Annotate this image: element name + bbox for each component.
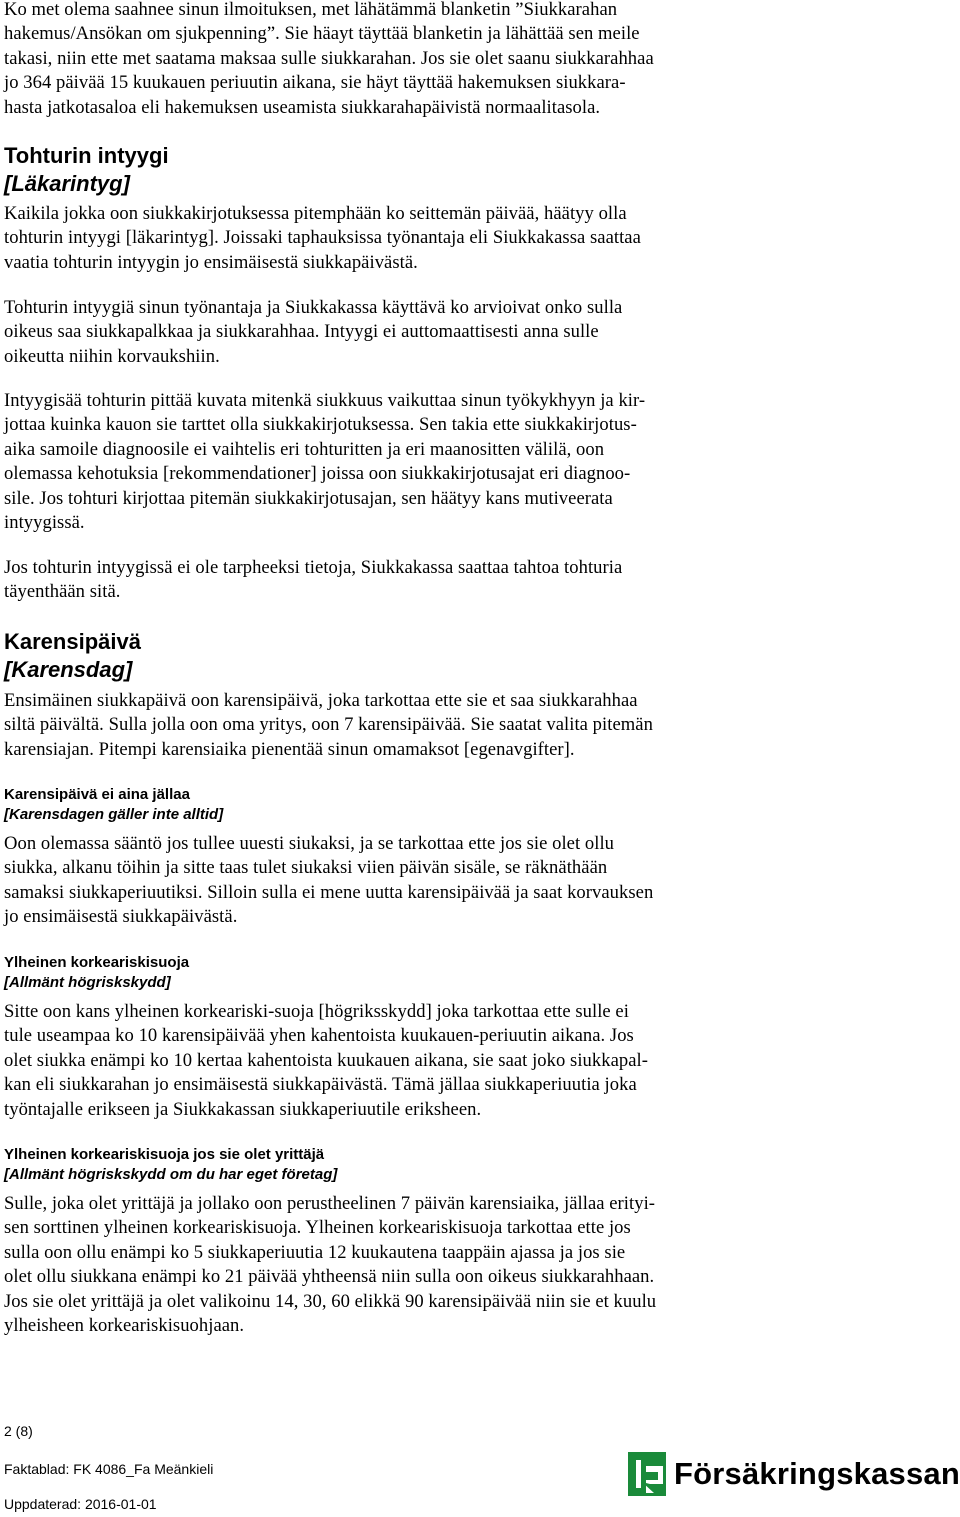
text-line: siltä päivältä. Sulla jolla oon oma yritys, oon 7 karensipäivää. Sie saatat valita pitemän	[4, 714, 653, 736]
paragraph	[4, 202, 641, 275]
text-line: Kaikila jokka oon siukkakirjotuksessa pitemphään ko seittemän päivää, häätyy olla	[4, 203, 627, 224]
text-line: Oon olemassa sääntö jos tullee uuesti siukaksi, ja se tarkottaa ette jos sie olet ollu	[4, 833, 615, 854]
text-line: ylheisheen korkeariskisuohjaan.	[4, 1315, 245, 1337]
text-line: työntajalle erikseen ja Siukkakassan siukkaperiuutile eriksheen.	[4, 1098, 482, 1120]
text-line: Sitte oon kans ylheinen korkeariski-suoja [högriksskydd] joka tarkottaa ette sulle ei	[4, 1001, 629, 1022]
text-line: Ko met olema saahnee sinun ilmoituksen, met lähätämmä blanketin ”Siukkarahan	[4, 0, 618, 20]
subsection-heading-ylheinen-yrittaja-sv: [Allmänt högriskskydd om du har eget företag]	[4, 1166, 338, 1183]
text-line: sen sorttinen ylheinen korkeariskisuoja. Ylheinen korkeariskisuoja tarkottaa ette jos	[4, 1217, 631, 1239]
text-line: olet ollu siukkana enämpi ko 21 päivää yhtheensä niin sulla oon oikeus siukkarahhaan.	[4, 1266, 655, 1288]
updated-date: Uppdaterad: 2016-01-01	[4, 1496, 157, 1512]
text-line: Ensimäinen siukkapäivä oon karensipäivä, joka tarkottaa ette sie et saa siukkarahhaa	[4, 690, 638, 711]
text-line: Intyygisää tohturin pittää kuvata mitenkä siukkuus vaikuttaa sinun työkykhyyn ja kir-	[4, 390, 646, 411]
text-line: olemassa kehotuksia [rekommendationer] joissa oon siukkakirjotusajat eri diagnoo-	[4, 463, 631, 485]
faktablad-label: Faktablad: FK 4086_Fa Meänkieli	[4, 1461, 214, 1477]
paragraph	[4, 1192, 656, 1338]
text-line: oikeutta niihin korvaukshiin.	[4, 345, 220, 367]
paragraph	[4, 556, 622, 605]
intro-paragraph	[4, 0, 654, 120]
text-line: täyenthään sitä.	[4, 581, 121, 603]
section-heading-tohturin-sv: [Läkarintyg]	[4, 171, 130, 196]
text-line: sile. Jos tohturi kirjottaa pitemän siukkakirjotusajan, sen häätyy kans mutiveerata	[4, 487, 613, 509]
page-number: 2 (8)	[4, 1423, 33, 1439]
text-line: kan eli siukkarahan jo ensimäisestä siukkapäivästä. Tämä jällaa siukkaperiuutia joka	[4, 1074, 637, 1096]
text-line: vaatia tohturin intyygin jo ensimäisestä siukkapäivästä.	[4, 251, 418, 273]
text-line: takasi, niin ette met saatama maksaa sulle siukkarahan. Jos sie olet saanu siukkarahhaa	[4, 47, 654, 69]
paragraph	[4, 1000, 648, 1122]
subsection-heading-karensi-ei: Karensipäivä ei aina jällaa	[4, 786, 190, 803]
text-line: Jos tohturin intyygissä ei ole tarpheeksi tietoja, Siukkakassa saattaa tahtoa tohturia	[4, 557, 623, 578]
text-line: siukka, alkanu töihin ja sitte taas tulet siukaksi viien päivän sisäle, se räknäthään	[4, 857, 608, 879]
text-line: aika samoile diagnoosile ei vaihtelis eri tohturitten ja eri maanositten välilä, oon	[4, 438, 605, 460]
forsakringskassan-logo	[628, 1452, 958, 1500]
text-line: jo 364 päivää 15 kuukauen periuutin aikana, sie häyt täyttää hakemuksen siukkara-	[4, 72, 626, 94]
text-line: oikeus saa siukkapalkkaa ja siukkarahhaa. Intyygi ei auttomaattisesti anna sulle	[4, 321, 599, 343]
paragraph	[4, 389, 645, 535]
section-heading-karensi-sv: [Karensdag]	[4, 657, 133, 682]
text-line: Tohturin intyygiä sinun työnantaja ja Siukkakassa käyttävä ko arvioivat onko sulla	[4, 297, 623, 318]
paragraph	[4, 689, 653, 762]
text-line: hakemus/Ansökan om sjukpenning”. Sie häayt täyttää blanketin ja lähättää sen meile	[4, 23, 640, 45]
text-line: olet siukka enämpi ko 10 kertaa kahentoista kuukauen aikana, sie saat joko siukkapal-	[4, 1049, 648, 1071]
section-heading-karensi: Karensipäivä	[4, 629, 141, 654]
subsection-heading-ylheinen-yrittaja: Ylheinen korkeariskisuoja jos sie olet yrittäjä	[4, 1146, 325, 1163]
subsection-heading-ylheinen-sv: [Allmänt högriskskydd]	[4, 974, 171, 991]
text-line: tule useampaa ko 10 karensipäivää yhen kahentoista kuukauen-periuutin aikana. Jos	[4, 1025, 634, 1047]
logo-wordmark: Försäkringskassan	[674, 1456, 960, 1491]
text-line: sulla oon ollu enämpi ko 5 siukkaperiuutia 12 kuukautena taappäin ajassa ja jos sie	[4, 1241, 626, 1263]
paragraph	[4, 832, 653, 930]
text-line: intyygissä.	[4, 512, 85, 534]
section-heading-tohturin: Tohturin intyygi	[4, 143, 169, 168]
text-line: Jos sie olet yrittäjä ja olet valikoinu 14, 30, 60 elikkä 90 karensipäivää niin sie et kuulu	[4, 1290, 657, 1312]
forsakringskassan-logo-icon	[628, 1452, 666, 1496]
text-line: samaksi siukkaperiuutiksi. Silloin sulla ei mene uutta karensipäivää ja saat korvauksen	[4, 881, 654, 903]
text-line: jo ensimäisestä siukkapäivästä.	[4, 906, 238, 928]
subsection-heading-ylheinen: Ylheinen korkeariskisuoja	[4, 954, 190, 971]
subsection-heading-karensi-ei-sv: [Karensdagen gäller inte alltid]	[4, 806, 224, 823]
text-line: karensiajan. Pitempi karensiaika pienentää sinun omamaksot [egenavgifter].	[4, 738, 575, 760]
paragraph	[4, 296, 622, 369]
text-line: jottaa kuinka kauon sie tarttet olla siukkakirjotuksessa. Sen takia ette siukkakirjotus-	[4, 414, 637, 436]
text-line: hasta jatkotasaloa eli hakemuksen useamista siukkarahapäivistä normaalitasola.	[4, 96, 601, 118]
text-line: tohturin intyygi [läkarintyg]. Joissaki taphauksissa työnantaja eli Siukkakassa saattaa	[4, 227, 641, 249]
text-line: Sulle, joka olet yrittäjä ja jollako oon perustheelinen 7 päivän karensiaika, jällaa erityi-	[4, 1193, 656, 1214]
